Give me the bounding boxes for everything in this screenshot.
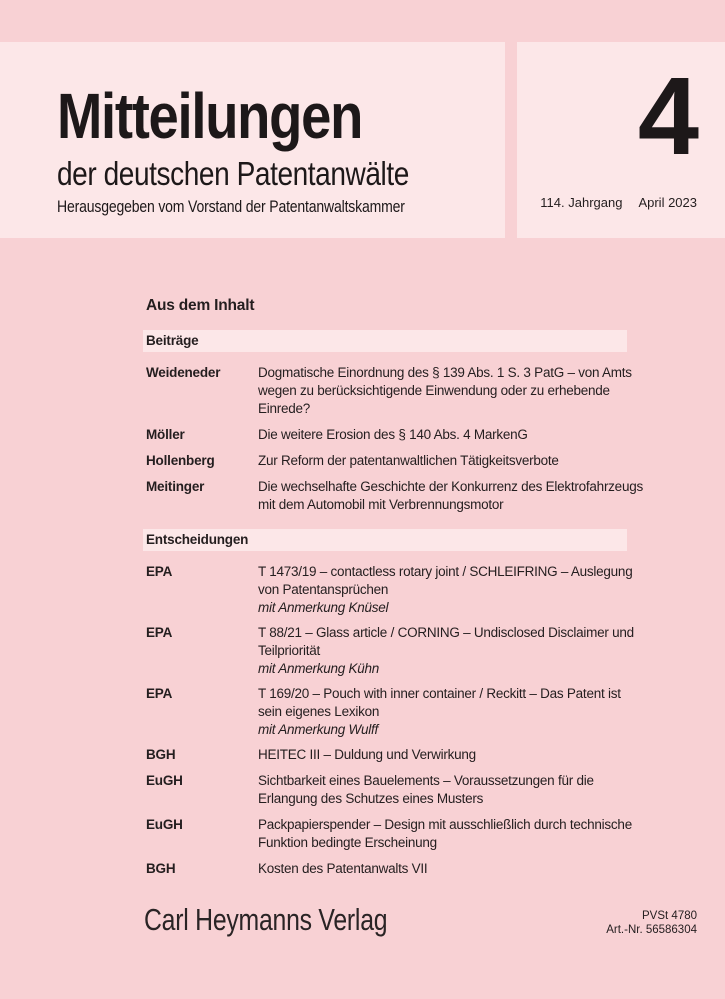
issue-meta <box>540 196 697 210</box>
entry-body <box>258 478 643 514</box>
entry-title: T 1473/19 – contactless rotary joint / SCHLEIFRING – Auslegung von Patentansprüchen <box>258 564 633 597</box>
entry-body <box>258 364 632 418</box>
beitraege-entries <box>143 364 643 514</box>
entry-body <box>258 563 633 616</box>
entry-body <box>258 452 627 470</box>
entry-note: mit Anmerkung Knüsel <box>258 600 389 615</box>
section-band-beitraege <box>143 330 627 352</box>
entry-title: Kosten des Patentanwalts VII <box>258 861 428 876</box>
entry-author: EuGH <box>146 773 183 788</box>
entry-body <box>258 746 627 764</box>
toc-entry <box>146 860 627 878</box>
entry-author: Möller <box>146 427 185 442</box>
toc-entry <box>146 452 627 470</box>
entry-body <box>258 624 634 677</box>
entry-body <box>258 860 627 878</box>
issue-date: April 2023 <box>638 195 697 210</box>
table-of-contents <box>143 296 643 886</box>
entry-note: mit Anmerkung Kühn <box>258 661 380 676</box>
toc-entry <box>146 426 627 444</box>
entry-title: Packpapierspender – Design mit ausschließlich durch technische Funktion bedingte Erscheinung <box>258 817 632 850</box>
toc-entry <box>146 746 627 764</box>
entry-author: Meitinger <box>146 479 205 494</box>
entry-title: HEITEC III – Duldung und Verwirkung <box>258 747 476 762</box>
journal-subtitle: der deutschen Patentanwälte <box>57 155 409 192</box>
entry-title: T 88/21 – Glass article / CORNING – Undisclosed Disclaimer und Teilpriorität <box>258 625 634 658</box>
entry-author: Weideneder <box>146 365 221 380</box>
entry-body <box>258 772 627 808</box>
section-band-entscheidungen <box>143 529 627 551</box>
postal-code: PVSt 4780 <box>642 910 697 922</box>
publisher-line: Herausgegeben vom Vorstand der Patentanwaltskammer <box>57 198 405 216</box>
entry-title: Die weitere Erosion des § 140 Abs. 4 MarkenG <box>258 427 528 442</box>
entry-title: Zur Reform der patentanwaltlichen Tätigkeitsverbote <box>258 453 559 468</box>
article-number: Art.-Nr. 56586304 <box>606 924 697 936</box>
footer-codes <box>606 909 697 937</box>
entry-author: EPA <box>146 686 173 701</box>
entry-author: EPA <box>146 625 173 640</box>
section-label: Entscheidungen <box>146 532 249 547</box>
issue-number: 4 <box>637 55 699 178</box>
journal-title: Mitteilungen <box>57 80 363 152</box>
entry-author: EPA <box>146 564 173 579</box>
entry-title: Sichtbarkeit eines Bauelements – Voraussetzungen für die Erlangung des Schutzes eines Musters <box>258 773 594 806</box>
entscheidungen-entries <box>143 563 634 878</box>
entry-title: T 169/20 – Pouch with inner container / Reckitt – Das Patent ist sein eigenes Lexikon <box>258 686 621 719</box>
toc-entry <box>146 685 627 738</box>
toc-entry <box>146 364 632 418</box>
publisher-imprint: Carl Heymanns Verlag <box>144 902 388 937</box>
entry-author: EuGH <box>146 817 183 832</box>
entry-author: BGH <box>146 747 176 762</box>
volume-label: 114. Jahrgang <box>540 195 623 210</box>
toc-entry <box>146 478 643 514</box>
entry-body <box>258 816 632 852</box>
section-label: Beiträge <box>146 333 199 348</box>
masthead <box>57 80 409 216</box>
entry-body <box>258 685 627 738</box>
toc-entry <box>146 563 633 616</box>
entry-note: mit Anmerkung Wulff <box>258 722 379 737</box>
entry-title: Dogmatische Einordnung des § 139 Abs. 1 S. 3 PatG – von Amts wegen zu berücksichtigende Einwendung oder zu erhebende Einrede? <box>258 365 632 416</box>
toc-entry <box>146 816 632 852</box>
toc-entry <box>146 772 627 808</box>
entry-title: Die wechselhafte Geschichte der Konkurrenz des Elektrofahrzeugs mit dem Automobil mit Verbrennungsmotor <box>258 479 643 512</box>
toc-heading: Aus dem Inhalt <box>146 297 255 314</box>
entry-author: BGH <box>146 861 176 876</box>
entry-body <box>258 426 627 444</box>
entry-author: Hollenberg <box>146 453 215 468</box>
toc-entry <box>146 624 634 677</box>
